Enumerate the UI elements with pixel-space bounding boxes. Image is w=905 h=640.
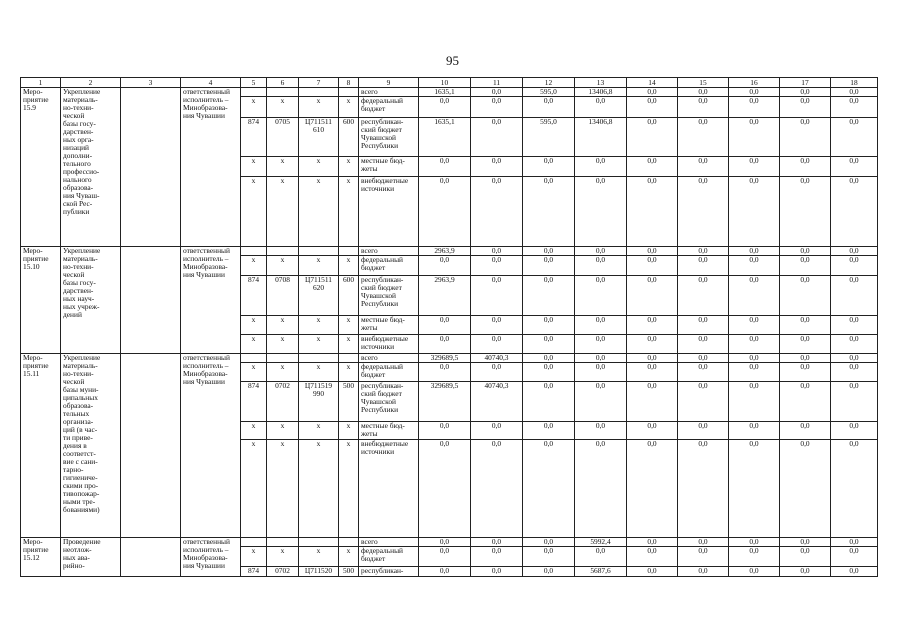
value-cell: 0,0 xyxy=(627,97,678,118)
column-number: 15 xyxy=(678,78,729,88)
value-cell: 0,0 xyxy=(523,538,575,547)
code-cell: x xyxy=(241,157,267,177)
column-number: 9 xyxy=(359,78,419,88)
value-cell: 0,0 xyxy=(780,422,831,440)
value-cell: 0,0 xyxy=(627,247,678,256)
value-cell: 0,0 xyxy=(780,276,831,316)
value-cell: 0,0 xyxy=(831,177,878,247)
code-cell: x xyxy=(299,97,339,118)
code-cell xyxy=(339,88,359,97)
value-cell: 0,0 xyxy=(780,247,831,256)
value-cell: 0,0 xyxy=(831,422,878,440)
source-cell: всего xyxy=(359,538,419,547)
value-cell: 0,0 xyxy=(523,382,575,422)
code-cell xyxy=(299,247,339,256)
table-row xyxy=(21,247,878,256)
value-cell: 0,0 xyxy=(419,157,471,177)
value-cell: 0,0 xyxy=(523,335,575,354)
value-cell: 0,0 xyxy=(729,88,780,97)
measure-name: Укрепление материаль- но-техни- ческой базы госу- дарствен- ных науч- ных учреж- дений xyxy=(61,247,121,354)
value-cell: 0,0 xyxy=(575,97,627,118)
source-cell: республикан- xyxy=(359,567,419,577)
value-cell: 40740,3 xyxy=(471,354,523,363)
value-cell: 5992,4 xyxy=(575,538,627,547)
value-cell: 0,0 xyxy=(678,440,729,538)
code-cell xyxy=(299,88,339,97)
code-cell: x xyxy=(299,422,339,440)
value-cell: 0,0 xyxy=(729,567,780,577)
code-cell: x xyxy=(339,363,359,382)
value-cell: 0,0 xyxy=(523,547,575,567)
value-cell: 0,0 xyxy=(831,440,878,538)
value-cell: 0,0 xyxy=(831,247,878,256)
value-cell: 0,0 xyxy=(831,335,878,354)
code-cell: x xyxy=(339,256,359,276)
value-cell: 0,0 xyxy=(419,363,471,382)
value-cell: 0,0 xyxy=(678,382,729,422)
code-cell: x xyxy=(267,422,299,440)
empty-cell xyxy=(121,538,181,577)
value-cell: 0,0 xyxy=(419,256,471,276)
value-cell: 0,0 xyxy=(729,354,780,363)
value-cell: 0,0 xyxy=(471,88,523,97)
value-cell: 0,0 xyxy=(729,440,780,538)
value-cell: 0,0 xyxy=(729,316,780,335)
value-cell: 0,0 xyxy=(575,276,627,316)
code-cell: x xyxy=(267,363,299,382)
table-row xyxy=(21,354,878,363)
source-cell: федеральный бюджет xyxy=(359,547,419,567)
column-number: 10 xyxy=(419,78,471,88)
value-cell: 329689,5 xyxy=(419,354,471,363)
value-cell: 0,0 xyxy=(419,538,471,547)
value-cell: 0,0 xyxy=(523,157,575,177)
value-cell: 0,0 xyxy=(471,316,523,335)
code-cell: x xyxy=(267,316,299,335)
code-cell: x xyxy=(241,97,267,118)
code-cell: 0708 xyxy=(267,276,299,316)
budget-table xyxy=(20,77,878,577)
value-cell: 0,0 xyxy=(678,547,729,567)
value-cell: 0,0 xyxy=(523,177,575,247)
value-cell: 0,0 xyxy=(419,567,471,577)
value-cell: 0,0 xyxy=(575,354,627,363)
value-cell: 0,0 xyxy=(575,247,627,256)
value-cell: 0,0 xyxy=(471,276,523,316)
value-cell: 0,0 xyxy=(678,538,729,547)
value-cell: 0,0 xyxy=(471,363,523,382)
value-cell: 0,0 xyxy=(831,382,878,422)
value-cell: 0,0 xyxy=(729,422,780,440)
value-cell: 0,0 xyxy=(831,547,878,567)
value-cell: 0,0 xyxy=(831,538,878,547)
code-cell: x xyxy=(299,316,339,335)
code-cell: x xyxy=(339,177,359,247)
code-cell: x xyxy=(339,157,359,177)
code-cell: x xyxy=(241,440,267,538)
value-cell: 0,0 xyxy=(678,354,729,363)
code-cell: x xyxy=(241,547,267,567)
value-cell: 0,0 xyxy=(729,97,780,118)
value-cell: 0,0 xyxy=(523,422,575,440)
code-cell: x xyxy=(299,363,339,382)
column-number: 6 xyxy=(267,78,299,88)
value-cell: 2963,9 xyxy=(419,276,471,316)
value-cell: 0,0 xyxy=(627,422,678,440)
value-cell: 0,0 xyxy=(729,256,780,276)
executor-cell: ответственный исполнитель – Минобразова- ния Чувашии xyxy=(181,247,241,354)
code-cell xyxy=(299,538,339,547)
empty-cell xyxy=(121,247,181,354)
value-cell: 0,0 xyxy=(471,118,523,157)
column-number: 12 xyxy=(523,78,575,88)
value-cell: 0,0 xyxy=(831,88,878,97)
source-cell: всего xyxy=(359,247,419,256)
code-cell: 0702 xyxy=(267,382,299,422)
value-cell: 0,0 xyxy=(729,335,780,354)
value-cell: 1635,1 xyxy=(419,118,471,157)
value-cell: 0,0 xyxy=(523,316,575,335)
code-cell: x xyxy=(267,97,299,118)
value-cell: 0,0 xyxy=(780,256,831,276)
value-cell: 0,0 xyxy=(678,422,729,440)
value-cell: 13406,8 xyxy=(575,88,627,97)
value-cell: 0,0 xyxy=(523,354,575,363)
code-cell: x xyxy=(339,440,359,538)
value-cell: 0,0 xyxy=(678,118,729,157)
value-cell: 0,0 xyxy=(627,177,678,247)
column-number: 8 xyxy=(339,78,359,88)
code-cell: x xyxy=(339,97,359,118)
value-cell: 0,0 xyxy=(678,567,729,577)
column-number: 1 xyxy=(21,78,61,88)
measure-name: Укрепление материаль- но-техни- ческой базы муни- ципальных образова- тельных организа- ций (в час- ти приве- дения в соответст- вие с сани- тарно- гигиениче- скими про- тивопожар- ными тре- бованиями) xyxy=(61,354,121,538)
code-cell xyxy=(339,538,359,547)
column-number: 18 xyxy=(831,78,878,88)
value-cell: 0,0 xyxy=(627,567,678,577)
value-cell: 0,0 xyxy=(523,256,575,276)
measure-label: Меро- приятие 15.10 xyxy=(21,247,61,354)
code-cell: 874 xyxy=(241,118,267,157)
value-cell: 0,0 xyxy=(575,335,627,354)
column-number: 5 xyxy=(241,78,267,88)
value-cell: 0,0 xyxy=(471,547,523,567)
value-cell: 0,0 xyxy=(419,177,471,247)
value-cell: 0,0 xyxy=(523,97,575,118)
value-cell: 0,0 xyxy=(575,422,627,440)
code-cell: 600 xyxy=(339,276,359,316)
value-cell: 0,0 xyxy=(575,440,627,538)
value-cell: 0,0 xyxy=(780,440,831,538)
value-cell: 0,0 xyxy=(523,567,575,577)
value-cell: 0,0 xyxy=(678,256,729,276)
code-cell: x xyxy=(241,177,267,247)
code-cell: x xyxy=(299,335,339,354)
value-cell: 0,0 xyxy=(627,118,678,157)
value-cell: 0,0 xyxy=(627,335,678,354)
value-cell: 0,0 xyxy=(523,247,575,256)
value-cell: 0,0 xyxy=(627,363,678,382)
value-cell: 0,0 xyxy=(575,316,627,335)
code-cell: x xyxy=(339,547,359,567)
value-cell: 0,0 xyxy=(729,247,780,256)
column-number: 4 xyxy=(181,78,241,88)
value-cell: 0,0 xyxy=(627,316,678,335)
column-number: 7 xyxy=(299,78,339,88)
code-cell: 874 xyxy=(241,276,267,316)
value-cell: 0,0 xyxy=(831,363,878,382)
value-cell: 0,0 xyxy=(729,547,780,567)
measure-label: Меро- приятие 15.11 xyxy=(21,354,61,538)
value-cell: 595,0 xyxy=(523,88,575,97)
code-cell: 874 xyxy=(241,382,267,422)
value-cell: 0,0 xyxy=(471,538,523,547)
value-cell: 0,0 xyxy=(627,256,678,276)
value-cell: 0,0 xyxy=(575,363,627,382)
value-cell: 0,0 xyxy=(419,97,471,118)
empty-cell xyxy=(121,88,181,247)
measure-name: Проведение неотлож- ных ава- рийно- xyxy=(61,538,121,577)
value-cell: 0,0 xyxy=(780,177,831,247)
code-cell: Ц711511 620 xyxy=(299,276,339,316)
value-cell: 0,0 xyxy=(471,97,523,118)
value-cell: 0,0 xyxy=(780,97,831,118)
page-number: 95 xyxy=(446,53,459,68)
code-cell: Ц711520 xyxy=(299,567,339,577)
code-cell: x xyxy=(299,256,339,276)
value-cell: 0,0 xyxy=(627,276,678,316)
value-cell: 595,0 xyxy=(523,118,575,157)
code-cell xyxy=(241,538,267,547)
value-cell: 0,0 xyxy=(419,547,471,567)
value-cell: 0,0 xyxy=(678,177,729,247)
value-cell: 329689,5 xyxy=(419,382,471,422)
code-cell: x xyxy=(241,316,267,335)
code-cell: x xyxy=(339,335,359,354)
source-cell: республикан- ский бюджет Чувашской Республики xyxy=(359,118,419,157)
value-cell: 1635,1 xyxy=(419,88,471,97)
source-cell: федеральный бюджет xyxy=(359,256,419,276)
code-cell: 874 xyxy=(241,567,267,577)
value-cell: 0,0 xyxy=(678,157,729,177)
code-cell: x xyxy=(299,547,339,567)
measure-name: Укрепление материаль- но-техни- ческой базы госу- дарствен- ных орга- низаций дополни- тельного профессио- нального образова- ния Чуваш- ской Рес- публики xyxy=(61,88,121,247)
code-cell: x xyxy=(267,440,299,538)
value-cell: 0,0 xyxy=(627,547,678,567)
value-cell: 0,0 xyxy=(678,97,729,118)
source-cell: всего xyxy=(359,354,419,363)
code-cell: x xyxy=(339,422,359,440)
empty-cell xyxy=(121,354,181,538)
code-cell xyxy=(241,247,267,256)
value-cell: 0,0 xyxy=(780,382,831,422)
value-cell: 0,0 xyxy=(523,276,575,316)
value-cell: 0,0 xyxy=(419,440,471,538)
value-cell: 0,0 xyxy=(831,97,878,118)
value-cell: 0,0 xyxy=(575,177,627,247)
value-cell: 0,0 xyxy=(627,354,678,363)
code-cell: x xyxy=(267,177,299,247)
value-cell: 2963,9 xyxy=(419,247,471,256)
value-cell: 0,0 xyxy=(471,335,523,354)
value-cell: 0,0 xyxy=(627,157,678,177)
code-cell xyxy=(241,354,267,363)
code-cell: Ц711511 610 xyxy=(299,118,339,157)
column-number-row xyxy=(21,78,878,88)
value-cell: 0,0 xyxy=(780,335,831,354)
column-number: 2 xyxy=(61,78,121,88)
code-cell: x xyxy=(267,256,299,276)
code-cell: x xyxy=(241,363,267,382)
source-cell: внебюджетные источники xyxy=(359,177,419,247)
code-cell: 0705 xyxy=(267,118,299,157)
value-cell: 0,0 xyxy=(419,422,471,440)
value-cell: 0,0 xyxy=(678,363,729,382)
source-cell: местные бюд- жеты xyxy=(359,316,419,335)
column-number: 13 xyxy=(575,78,627,88)
value-cell: 13406,8 xyxy=(575,118,627,157)
column-number: 14 xyxy=(627,78,678,88)
code-cell xyxy=(267,354,299,363)
value-cell: 0,0 xyxy=(729,538,780,547)
code-cell: x xyxy=(339,316,359,335)
value-cell: 0,0 xyxy=(729,177,780,247)
code-cell: x xyxy=(241,335,267,354)
code-cell: 0702 xyxy=(267,567,299,577)
value-cell: 0,0 xyxy=(523,363,575,382)
value-cell: 0,0 xyxy=(419,335,471,354)
value-cell: 0,0 xyxy=(729,382,780,422)
measure-label: Меро- приятие 15.12 xyxy=(21,538,61,577)
value-cell: 0,0 xyxy=(678,247,729,256)
value-cell: 0,0 xyxy=(575,256,627,276)
source-cell: республикан- ский бюджет Чувашской Республики xyxy=(359,276,419,316)
column-number: 16 xyxy=(729,78,780,88)
measure-label: Меро- приятие 15.9 xyxy=(21,88,61,247)
source-cell: федеральный бюджет xyxy=(359,363,419,382)
value-cell: 0,0 xyxy=(831,567,878,577)
column-number: 3 xyxy=(121,78,181,88)
code-cell: x xyxy=(267,157,299,177)
column-number: 11 xyxy=(471,78,523,88)
value-cell: 0,0 xyxy=(419,316,471,335)
value-cell: 0,0 xyxy=(575,547,627,567)
value-cell: 0,0 xyxy=(831,316,878,335)
value-cell: 0,0 xyxy=(780,538,831,547)
code-cell: Ц711519 990 xyxy=(299,382,339,422)
code-cell xyxy=(267,88,299,97)
value-cell: 0,0 xyxy=(780,118,831,157)
value-cell: 0,0 xyxy=(780,354,831,363)
value-cell: 0,0 xyxy=(627,538,678,547)
value-cell: 0,0 xyxy=(471,177,523,247)
source-cell: местные бюд- жеты xyxy=(359,157,419,177)
code-cell xyxy=(339,247,359,256)
executor-cell: ответственный исполнитель – Минобразова- ния Чувашии xyxy=(181,354,241,538)
source-cell: внебюджетные источники xyxy=(359,335,419,354)
code-cell: 600 xyxy=(339,118,359,157)
value-cell: 0,0 xyxy=(729,157,780,177)
source-cell: федеральный бюджет xyxy=(359,97,419,118)
value-cell: 0,0 xyxy=(471,422,523,440)
code-cell xyxy=(241,88,267,97)
value-cell: 5687,6 xyxy=(575,567,627,577)
value-cell: 0,0 xyxy=(831,256,878,276)
value-cell: 0,0 xyxy=(780,316,831,335)
value-cell: 0,0 xyxy=(678,276,729,316)
value-cell: 0,0 xyxy=(729,276,780,316)
executor-cell: ответственный исполнитель – Минобразова- ния Чувашии xyxy=(181,538,241,577)
executor-cell: ответственный исполнитель – Минобразова- ния Чувашии xyxy=(181,88,241,247)
code-cell: x xyxy=(241,422,267,440)
code-cell: 500 xyxy=(339,382,359,422)
column-number: 17 xyxy=(780,78,831,88)
value-cell: 0,0 xyxy=(471,440,523,538)
value-cell: 0,0 xyxy=(831,276,878,316)
value-cell: 0,0 xyxy=(471,256,523,276)
source-cell: внебюджетные источники xyxy=(359,440,419,538)
value-cell: 0,0 xyxy=(575,157,627,177)
value-cell: 0,0 xyxy=(471,567,523,577)
value-cell: 0,0 xyxy=(831,118,878,157)
value-cell: 0,0 xyxy=(831,354,878,363)
code-cell xyxy=(299,354,339,363)
code-cell: x xyxy=(241,256,267,276)
code-cell: x xyxy=(299,157,339,177)
code-cell: x xyxy=(267,335,299,354)
code-cell: x xyxy=(267,547,299,567)
code-cell xyxy=(267,247,299,256)
value-cell: 0,0 xyxy=(575,382,627,422)
value-cell: 0,0 xyxy=(471,247,523,256)
value-cell: 0,0 xyxy=(729,118,780,157)
source-cell: всего xyxy=(359,88,419,97)
value-cell: 0,0 xyxy=(471,157,523,177)
value-cell: 40740,3 xyxy=(471,382,523,422)
code-cell: x xyxy=(299,440,339,538)
value-cell: 0,0 xyxy=(627,440,678,538)
source-cell: местные бюд- жеты xyxy=(359,422,419,440)
source-cell: республикан- ский бюджет Чувашской Республики xyxy=(359,382,419,422)
value-cell: 0,0 xyxy=(627,382,678,422)
value-cell: 0,0 xyxy=(729,363,780,382)
code-cell: 500 xyxy=(339,567,359,577)
code-cell xyxy=(267,538,299,547)
table-row xyxy=(21,88,878,97)
value-cell: 0,0 xyxy=(678,88,729,97)
table-row xyxy=(21,538,878,547)
code-cell xyxy=(339,354,359,363)
value-cell: 0,0 xyxy=(780,363,831,382)
value-cell: 0,0 xyxy=(831,157,878,177)
value-cell: 0,0 xyxy=(523,440,575,538)
value-cell: 0,0 xyxy=(780,157,831,177)
value-cell: 0,0 xyxy=(780,567,831,577)
code-cell: x xyxy=(299,177,339,247)
value-cell: 0,0 xyxy=(780,547,831,567)
value-cell: 0,0 xyxy=(678,316,729,335)
value-cell: 0,0 xyxy=(780,88,831,97)
value-cell: 0,0 xyxy=(678,335,729,354)
value-cell: 0,0 xyxy=(627,88,678,97)
